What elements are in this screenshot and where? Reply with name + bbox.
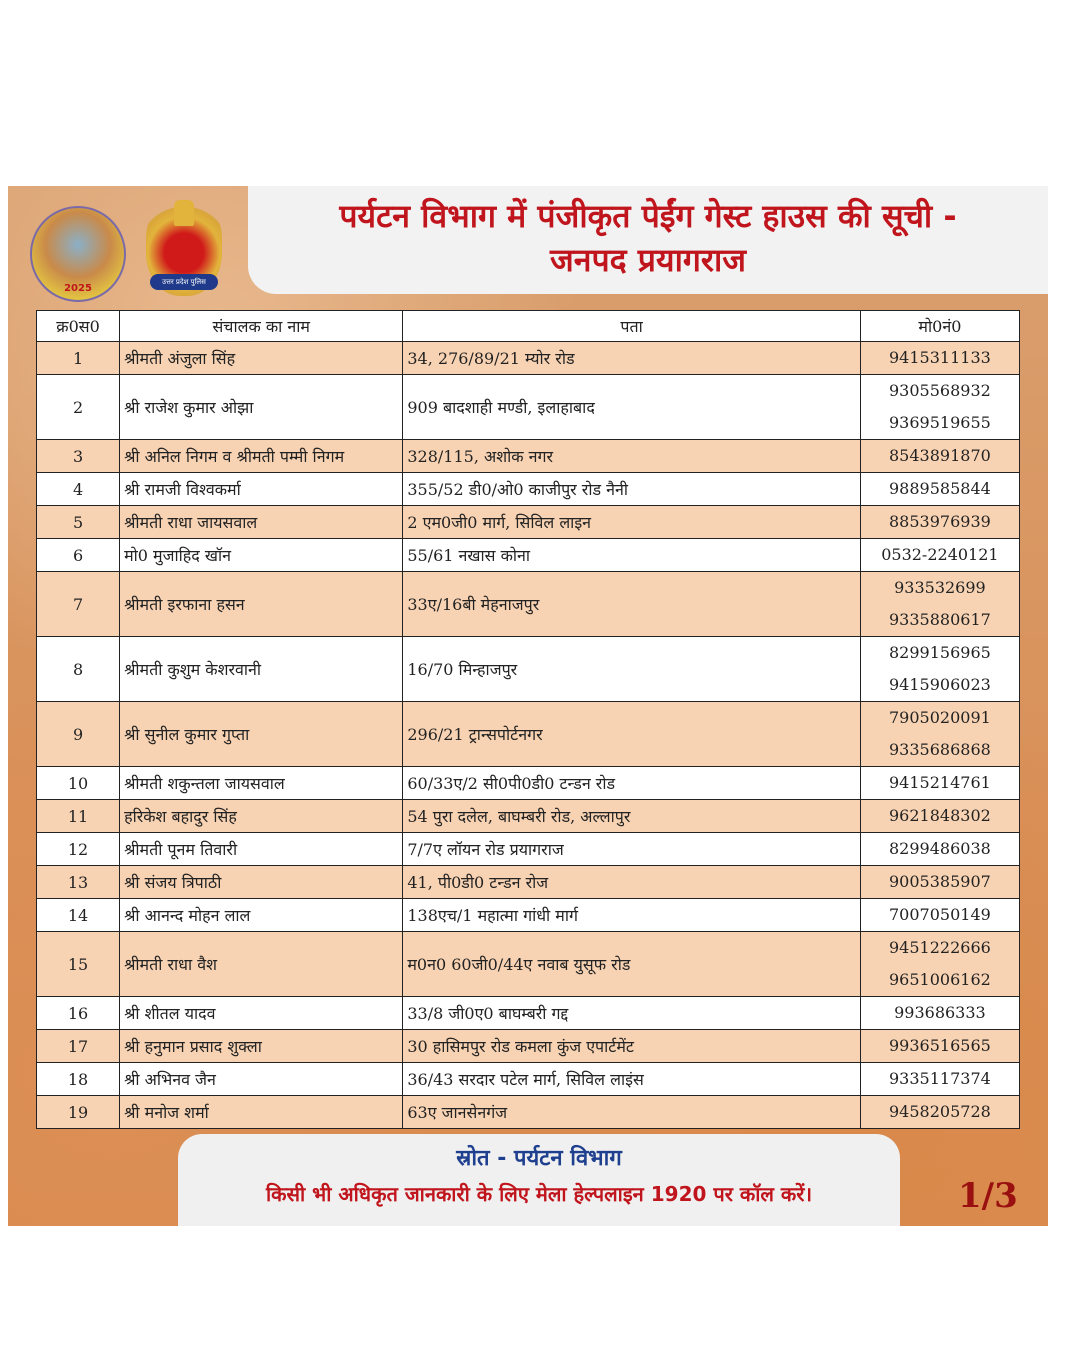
table-row xyxy=(37,637,1020,702)
address-cell: 296/21 ट्रान्सपोर्टनगर xyxy=(403,702,860,767)
mobile-number: 8299486038 xyxy=(889,839,991,858)
address-cell: 63ए जानसेनगंज xyxy=(403,1096,860,1129)
table-row xyxy=(37,997,1020,1030)
address-cell: 355/52 डी0/ओ0 काजीपुर रोड नैनी xyxy=(403,473,860,506)
serial-cell: 18 xyxy=(37,1063,120,1096)
serial-cell: 16 xyxy=(37,997,120,1030)
serial-cell: 9 xyxy=(37,702,120,767)
address-cell: 41, पी0डी0 टन्डन रोज xyxy=(403,866,860,899)
table-header-row xyxy=(37,311,1020,342)
mobile-number: 7007050149 xyxy=(889,905,991,924)
address-cell: 33ए/16बी मेहनाजपुर xyxy=(403,572,860,637)
address-cell: 60/33ए/2 सी0पी0डी0 टन्डन रोड xyxy=(403,767,860,800)
address-cell: 34, 276/89/21 म्योर रोड xyxy=(403,342,860,375)
mobile-number: 9889585844 xyxy=(889,479,991,498)
operator-name-cell: श्री राजेश कुमार ओझा xyxy=(120,375,403,440)
serial-cell: 5 xyxy=(37,506,120,539)
mobile-cell xyxy=(860,702,1019,767)
logo-year: 2025 xyxy=(64,283,92,294)
mobile-number: 8853976939 xyxy=(889,512,991,531)
table-body xyxy=(37,342,1020,1129)
table-row xyxy=(37,572,1020,637)
serial-cell: 14 xyxy=(37,899,120,932)
operator-name-cell: श्री संजय त्रिपाठी xyxy=(120,866,403,899)
mobile-cell xyxy=(860,375,1019,440)
operator-name-cell: श्रीमती अंजुला सिंह xyxy=(120,342,403,375)
mobile-cell xyxy=(860,932,1019,997)
operator-name-cell: श्रीमती राधा जायसवाल xyxy=(120,506,403,539)
operator-name-cell: श्री सुनील कुमार गुप्ता xyxy=(120,702,403,767)
mobile-cell xyxy=(860,767,1019,800)
mobile-cell xyxy=(860,506,1019,539)
table-row xyxy=(37,833,1020,866)
helpline-text: किसी भी अधिकृत जानकारी के लिए मेला हेल्पलाइन 1920 पर कॉल करें। xyxy=(265,1182,813,1206)
address-cell: 55/61 नखास कोना xyxy=(403,539,860,572)
operator-name-cell: श्री हनुमान प्रसाद शुक्ला xyxy=(120,1030,403,1063)
mahakumbh-logo-icon xyxy=(30,206,126,302)
serial-cell: 10 xyxy=(37,767,120,800)
ashoka-emblem-icon xyxy=(174,200,194,226)
mobile-cell xyxy=(860,539,1019,572)
address-cell: म0न0 60जी0/44ए नवाब युसूफ रोड xyxy=(403,932,860,997)
mobile-number: 9335686868 xyxy=(889,740,991,759)
operator-name-cell: श्री अभिनव जैन xyxy=(120,1063,403,1096)
serial-cell: 13 xyxy=(37,866,120,899)
serial-cell: 3 xyxy=(37,440,120,473)
table-row xyxy=(37,440,1020,473)
guest-house-table xyxy=(36,310,1020,1129)
operator-name-cell: हरिकेश बहादुर सिंह xyxy=(120,800,403,833)
mobile-number: 9621848302 xyxy=(889,806,991,825)
mobile-number: 0532-2240121 xyxy=(881,545,999,564)
address-cell: 138एच/1 महात्मा गांधी मार्ग xyxy=(403,899,860,932)
serial-cell: 11 xyxy=(37,800,120,833)
mobile-number: 9305568932 xyxy=(889,381,991,400)
address-cell: 909 बादशाही मण्डी, इलाहाबाद xyxy=(403,375,860,440)
mobile-number: 993686333 xyxy=(894,1003,986,1022)
table-row xyxy=(37,866,1020,899)
operator-name-cell: श्री अनिल निगम व श्रीमती पम्मी निगम xyxy=(120,440,403,473)
mobile-number: 9458205728 xyxy=(889,1102,991,1121)
table-row xyxy=(37,1096,1020,1129)
table-row xyxy=(37,506,1020,539)
serial-cell: 1 xyxy=(37,342,120,375)
poster-card xyxy=(8,186,1048,1226)
table-row xyxy=(37,375,1020,440)
mobile-cell xyxy=(860,1030,1019,1063)
table-row xyxy=(37,342,1020,375)
address-cell: 328/115, अशोक नगर xyxy=(403,440,860,473)
operator-name-cell: मो0 मुजाहिद खॉन xyxy=(120,539,403,572)
mobile-cell xyxy=(860,866,1019,899)
mobile-cell xyxy=(860,473,1019,506)
mobile-number: 9369519655 xyxy=(889,413,991,432)
page-indicator: 1/3 xyxy=(958,1176,1018,1216)
mobile-cell xyxy=(860,342,1019,375)
mobile-number: 9335880617 xyxy=(889,610,991,629)
mobile-cell xyxy=(860,440,1019,473)
address-cell: 16/70 मिन्हाजपुर xyxy=(403,637,860,702)
table-row xyxy=(37,899,1020,932)
serial-cell: 6 xyxy=(37,539,120,572)
table-row xyxy=(37,1063,1020,1096)
title-line-1: पर्यटन विभाग में पंजीकृत पेईंग गेस्ट हाउस की सूची - xyxy=(339,197,957,235)
mobile-cell xyxy=(860,637,1019,702)
table-row xyxy=(37,800,1020,833)
page-title xyxy=(248,194,1048,282)
mobile-cell xyxy=(860,997,1019,1030)
serial-cell: 15 xyxy=(37,932,120,997)
mobile-cell xyxy=(860,1096,1019,1129)
mobile-number: 933532699 xyxy=(894,578,986,597)
title-line-2: जनपद प्रयागराज xyxy=(549,241,746,279)
header-serial: क्र0स0 xyxy=(37,311,120,342)
header-operator-name: संचालक का नाम xyxy=(120,311,403,342)
table-row xyxy=(37,473,1020,506)
operator-name-cell: श्रीमती राधा वैश xyxy=(120,932,403,997)
header-address: पता xyxy=(403,311,860,342)
mobile-cell xyxy=(860,572,1019,637)
operator-name-cell: श्रीमती पूनम तिवारी xyxy=(120,833,403,866)
operator-name-cell: श्रीमती शकुन्तला जायसवाल xyxy=(120,767,403,800)
table-row xyxy=(37,1030,1020,1063)
table-row xyxy=(37,767,1020,800)
source-text: स्रोत - पर्यटन विभाग xyxy=(456,1146,622,1171)
serial-cell: 8 xyxy=(37,637,120,702)
serial-cell: 4 xyxy=(37,473,120,506)
operator-name-cell: श्री मनोज शर्मा xyxy=(120,1096,403,1129)
mobile-number: 8543891870 xyxy=(889,446,991,465)
table-row xyxy=(37,702,1020,767)
operator-name-cell: श्री रामजी विश्वकर्मा xyxy=(120,473,403,506)
mobile-number: 9936516565 xyxy=(889,1036,991,1055)
address-cell: 2 एम0जी0 मार्ग, सिविल लाइन xyxy=(403,506,860,539)
mobile-number: 8299156965 xyxy=(889,643,991,662)
operator-name-cell: श्री शीतल यादव xyxy=(120,997,403,1030)
mobile-number: 9415214761 xyxy=(889,773,991,792)
mobile-number: 7905020091 xyxy=(889,708,991,727)
address-cell: 36/43 सरदार पटेल मार्ग, सिविल लाइंस xyxy=(403,1063,860,1096)
serial-cell: 17 xyxy=(37,1030,120,1063)
mobile-number: 9651006162 xyxy=(889,970,991,989)
operator-name-cell: श्रीमती इरफाना हसन xyxy=(120,572,403,637)
header-mobile: मो0नं0 xyxy=(860,311,1019,342)
mobile-cell xyxy=(860,833,1019,866)
address-cell: 33/8 जी0ए0 बाघम्बरी गद्द xyxy=(403,997,860,1030)
police-ribbon-text: उत्तर प्रदेश पुलिस xyxy=(150,274,218,290)
address-cell: 54 पुरा दलेल, बाघम्बरी रोड, अल्लापुर xyxy=(403,800,860,833)
table-row xyxy=(37,932,1020,997)
mobile-number: 9415906023 xyxy=(889,675,991,694)
mobile-number: 9451222666 xyxy=(889,938,991,957)
mobile-number: 9415311133 xyxy=(889,348,991,367)
serial-cell: 2 xyxy=(37,375,120,440)
up-police-emblem-icon xyxy=(146,200,222,296)
mobile-cell xyxy=(860,1063,1019,1096)
operator-name-cell: श्रीमती कुशुम केशरवानी xyxy=(120,637,403,702)
address-cell: 7/7ए लॉयन रोड प्रयागराज xyxy=(403,833,860,866)
mobile-cell xyxy=(860,800,1019,833)
mobile-cell xyxy=(860,899,1019,932)
mobile-number: 9005385907 xyxy=(889,872,991,891)
address-cell: 30 हासिमपुर रोड कमला कुंज एपार्टमेंट xyxy=(403,1030,860,1063)
serial-cell: 12 xyxy=(37,833,120,866)
operator-name-cell: श्री आनन्द मोहन लाल xyxy=(120,899,403,932)
mobile-number: 9335117374 xyxy=(889,1069,991,1088)
serial-cell: 19 xyxy=(37,1096,120,1129)
table-row xyxy=(37,539,1020,572)
serial-cell: 7 xyxy=(37,572,120,637)
